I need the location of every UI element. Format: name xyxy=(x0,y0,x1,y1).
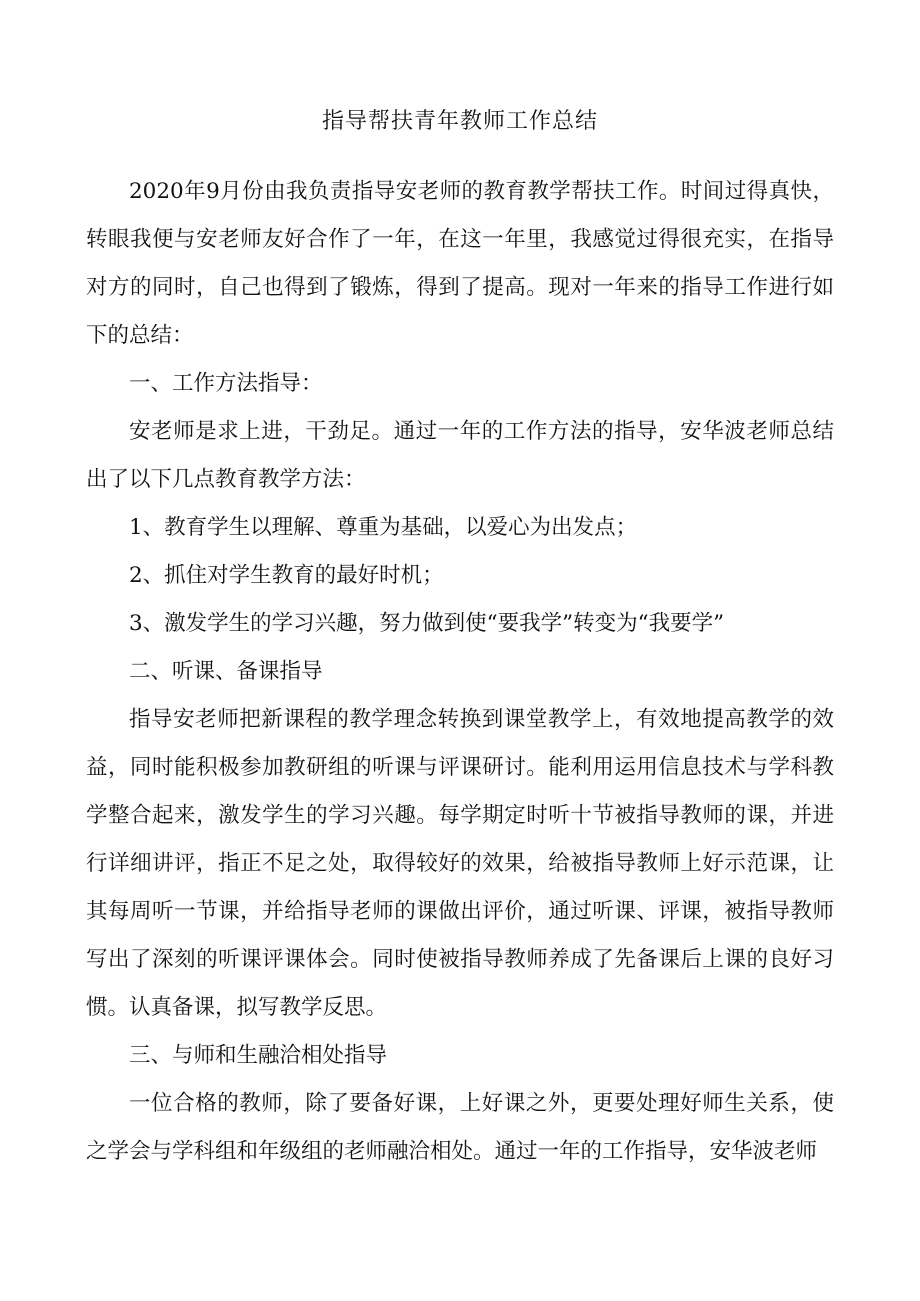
document-title: 指导帮扶青年教师工作总结 xyxy=(321,109,598,134)
method-item-1: 1、教育学生以理解、尊重为基础，以爱心为出发点； xyxy=(129,515,638,540)
method-item-3: 3、激发学生的学习兴趣，努力做到使“要我学”转变为“我要学” xyxy=(129,611,725,636)
document-body xyxy=(86,168,834,1176)
work-methods-paragraph: 安老师是求上进，干劲足。通过一年的工作方法的指导，安华波老师总结出了以下几点教育教学方法： xyxy=(86,419,834,492)
section-heading-work-methods: 一、工作方法指导： xyxy=(129,371,323,396)
relations-paragraph: 一位合格的教师，除了要备好课，上好课之外，更要处理好师生关系，使之学会与学科组和年级组的老师融洽相处。通过一年的工作指导，安华波老师 xyxy=(86,1091,834,1164)
method-item-2: 2、抓住对学生教育的最好时机； xyxy=(129,563,444,588)
intro-paragraph: 2020年9月份由我负责指导安老师的教育教学帮扶工作。时间过得真快，转眼我便与安老师友好合作了一年，在这一年里，我感觉过得很充实，在指导对方的同时，自己也得到了锻炼，得到了提高。现对一年来的指导工作进行如下的总结： xyxy=(86,179,834,348)
section-heading-relations: 三、与师和生融洽相处指导 xyxy=(129,1043,388,1068)
lessons-paragraph: 指导安老师把新课程的教学理念转换到课堂教学上，有效地提高教学的效益，同时能积极参加教研组的听课与评课研讨。能利用运用信息技术与学科教学整合起来，激发学生的学习兴趣。每学期定时听十节被指导教师的课，并进行详细讲评，指正不足之处，取得较好的效果，给被指导教师上好示范课，让其每周听一节课，并给指导老师的课做出评价，通过听课、评课，被指导教师写出了深刻的听课评课体会。同时使被指导教师养成了先备课后上课的良好习惯。认真备课，拟写教学反思。 xyxy=(86,707,834,1020)
section-heading-lessons: 二、听课、备课指导 xyxy=(129,659,323,684)
